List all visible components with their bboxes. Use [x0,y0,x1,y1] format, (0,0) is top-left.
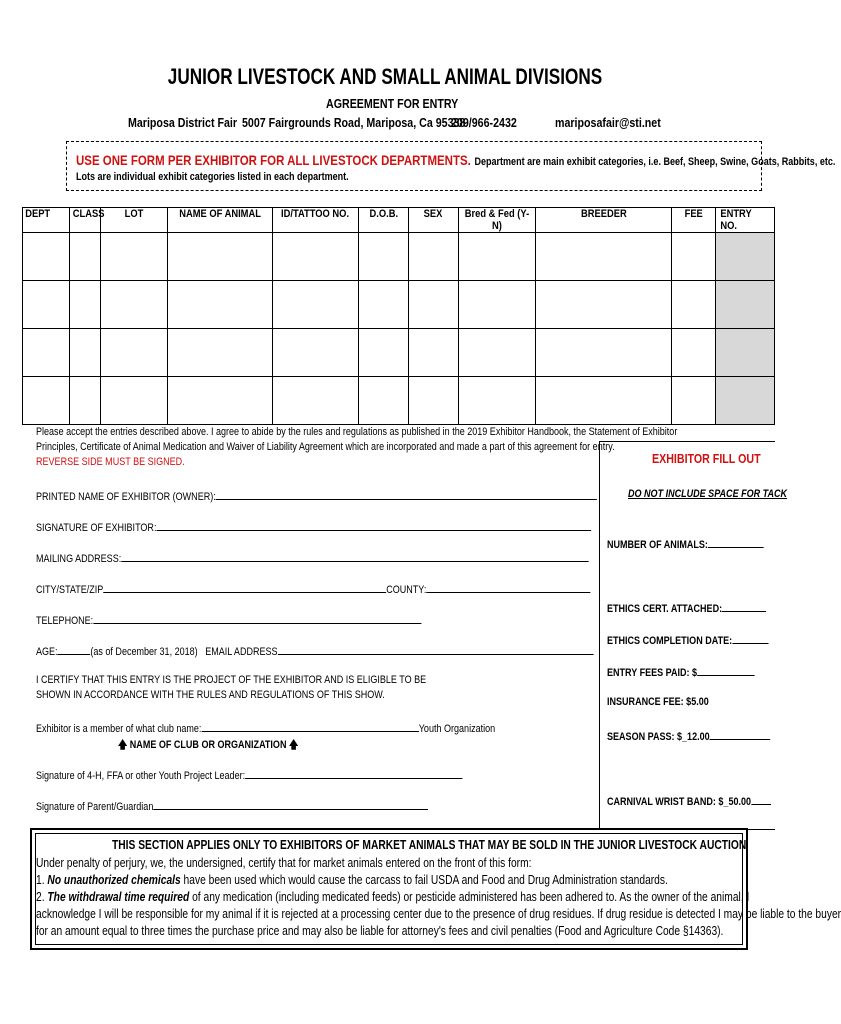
sidebar-note: DO NOT INCLUDE SPACE FOR TACK [628,488,788,500]
telephone-field[interactable] [36,612,421,627]
parent-signature-line[interactable] [153,798,428,810]
table-header-row [23,208,775,233]
cell-id[interactable] [273,377,359,425]
cell-dept[interactable] [23,377,70,425]
auction-item-2 [36,890,749,904]
col-fee: FEE [672,208,716,233]
leader-signature-field[interactable] [36,767,462,782]
col-sex: SEX [409,208,459,233]
cell-bred-fed[interactable] [459,329,536,377]
cell-dept[interactable] [23,281,70,329]
fair-email: mariposafair@sti.net [555,115,661,130]
telephone-label: TELEPHONE: [36,615,94,627]
cell-bred-fed[interactable] [459,233,536,281]
mailing-address-field[interactable] [36,550,589,565]
col-dept: DEPT [23,208,70,233]
club-caption [118,736,298,755]
auction-item-1 [36,873,668,887]
arrow-up-icon: 🡅 [288,739,299,751]
cell-sex[interactable] [409,233,459,281]
item-1-number: 1. [36,873,45,887]
entry-table [22,207,775,425]
cell-dob[interactable] [359,281,409,329]
city-line[interactable] [103,581,386,593]
email-label: EMAIL ADDRESS [205,646,278,658]
item-2-number: 2. [36,890,45,904]
wrist-band-value: 50.00 [728,796,752,808]
mailing-address-label: MAILING ADDRESS: [36,553,122,565]
auction-heading: THIS SECTION APPLIES ONLY TO EXHIBITORS OF MARKET ANIMALS THAT MAY BE SOLD IN THE JUNIOR LIVESTOCK AUCTION [112,838,747,852]
wrist-band-label: CARNIVAL WRIST BAND: $ [607,796,724,808]
item-2-bold: The withdrawal time required [47,890,190,904]
item-1-text: have been used which would cause the carcass to fail USDA and Food and Drug Administration standards. [183,873,668,887]
email-line[interactable] [278,643,594,655]
leader-signature-line[interactable] [245,767,462,779]
age-email-field[interactable] [36,643,593,658]
cell-dept[interactable] [23,233,70,281]
item-2-text: of any medication (including medicated feeds) or pesticide administered has been adhered to. As the owner of the animal, I [192,890,750,904]
printed-name-field[interactable] [36,488,597,503]
cell-name[interactable] [168,377,273,425]
agreement-line-2: Principles, Certificate of Animal Medication and Waiver of Liability Agreement which are incorporated and made a part of this agreement for entry. [36,441,615,453]
cell-breeder[interactable] [536,329,672,377]
entry-fees-field[interactable] [607,664,754,679]
certify-line-2: SHOWN IN ACCORDANCE WITH THE RULES AND REGULATIONS OF THIS SHOW. [36,689,385,701]
form-title: JUNIOR LIVESTOCK AND SMALL ANIMAL DIVISIONS [167,64,603,89]
leader-signature-label: Signature of 4-H, FFA or other Youth Project Leader: [36,770,246,782]
club-label: Exhibitor is a member of what club name: [36,723,202,735]
cell-class[interactable] [70,281,101,329]
cell-id[interactable] [273,329,359,377]
cell-name[interactable] [168,281,273,329]
cell-bred-fed[interactable] [459,377,536,425]
club-line[interactable] [201,720,418,732]
cell-sex[interactable] [409,281,459,329]
cell-name[interactable] [168,233,273,281]
cell-dob[interactable] [359,233,409,281]
entry-fees-label: ENTRY FEES PAID: $ [607,667,698,679]
cell-lot[interactable] [101,377,168,425]
county-line[interactable] [426,581,590,593]
club-caption-text: NAME OF CLUB OR ORGANIZATION [129,739,287,751]
cell-breeder[interactable] [536,233,672,281]
city-state-zip-field[interactable] [36,581,590,596]
col-lot: LOT [101,208,168,233]
table-row [23,329,775,377]
ethics-date-line[interactable] [732,632,768,644]
certify-line-1: I CERTIFY THAT THIS ENTRY IS THE PROJECT OF THE EXHIBITOR AND IS ELIGIBLE TO BE [36,674,427,686]
club-field[interactable] [36,720,495,735]
season-pass-value: 12.00 [687,731,710,743]
col-class: CLASS [70,208,101,233]
cell-id[interactable] [273,281,359,329]
notice-departments: Department are main exhibit categories, i.e. Beef, Sheep, Swine, Goats, Rabbits, etc. [474,156,836,168]
table-row [23,281,775,329]
notice-headline: USE ONE FORM PER EXHIBITOR FOR ALL LIVESTOCK DEPARTMENTS. [76,152,471,168]
notice-line-1 [76,152,835,170]
auction-item-2-line-3: for an amount equal to three times the purchase price and may also be liable for attorney's fees and civil penalties (Food and Agriculture Code §14363). [36,924,724,938]
col-dob: D.O.B. [359,208,409,233]
cell-name[interactable] [168,329,273,377]
ethics-date-field[interactable] [607,632,768,647]
wrist-band-line[interactable] [751,793,771,805]
auction-item-2-line-2: acknowledge I will be responsible for my animal if it is rejected at a processing center due to the presence of drug residues. If drug residue is detected I may be liable to the buyer [36,907,841,921]
cell-fee[interactable] [672,377,716,425]
fair-phone: 209/966-2432 [451,115,517,130]
cell-class[interactable] [70,377,101,425]
table-row [23,233,775,281]
printed-name-line[interactable] [216,488,597,500]
cell-fee[interactable] [672,281,716,329]
signature-label: SIGNATURE OF EXHIBITOR: [36,522,157,534]
cell-bred-fed[interactable] [459,281,536,329]
arrow-up-icon: 🡅 [118,739,128,751]
cell-lot[interactable] [101,281,168,329]
age-note: (as of December 31, 2018) [90,646,198,658]
cell-breeder[interactable] [536,281,672,329]
col-name-of-animal: NAME OF ANIMAL [168,208,273,233]
city-label: CITY/STATE/ZIP [36,584,104,596]
signature-field[interactable] [36,519,591,534]
form-subtitle: AGREEMENT FOR ENTRY [326,96,459,111]
fair-name: Mariposa District Fair [128,115,238,130]
mailing-address-line[interactable] [121,550,588,562]
notice-lots: Lots are individual exhibit categories listed in each department. [76,171,349,183]
youth-org-label: Youth Organization [418,723,496,735]
sidebar-title: EXHIBITOR FILL OUT [652,451,761,466]
ethics-cert-field[interactable] [607,600,766,615]
num-animals-field[interactable] [607,536,764,551]
cell-id[interactable] [273,233,359,281]
age-label: AGE: [36,646,58,658]
col-bred-fed: Bred & Fed (Y-N) [459,208,536,233]
cell-class[interactable] [70,329,101,377]
cell-fee[interactable] [672,329,716,377]
cell-entry-no [716,233,775,281]
cell-class[interactable] [70,233,101,281]
signature-line[interactable] [156,519,591,531]
agreement-line-1: Please accept the entries described above. I agree to abide by the rules and regulations as published in the 2019 Exhibitor Handbook, the Statement of Exhibitor [36,426,678,438]
auction-intro: Under penalty of perjury, we, the undersigned, certify that for market animals entered on the front of this form: [36,856,532,870]
item-1-bold: No unauthorized chemicals [47,873,181,887]
season-pass-field[interactable]: SEASON PASS: $_12.00 [607,728,770,743]
ethics-date-label: ETHICS COMPLETION DATE: [607,635,733,647]
num-animals-label: NUMBER OF ANIMALS: [607,539,708,551]
cell-entry-no [716,281,775,329]
age-line[interactable] [58,643,91,655]
cell-lot[interactable] [101,329,168,377]
cell-dob[interactable] [359,377,409,425]
col-entry-no: ENTRY NO. [716,208,775,233]
cell-breeder[interactable] [536,377,672,425]
cell-sex[interactable] [409,377,459,425]
county-label: COUNTY: [386,584,427,596]
reverse-side-note: REVERSE SIDE MUST BE SIGNED. [36,456,185,468]
entry-fees-line[interactable] [697,664,754,676]
cell-entry-no [716,377,775,425]
wrist-band-field[interactable]: CARNIVAL WRIST BAND: $_50.00 [607,793,771,808]
parent-signature-label: Signature of Parent/Guardian [36,801,154,813]
fair-address: 5007 Fairgrounds Road, Mariposa, Ca 95338 [242,115,466,130]
col-breeder: BREEDER [536,208,672,233]
cell-dept[interactable] [23,329,70,377]
cell-fee[interactable] [672,233,716,281]
season-pass-label: SEASON PASS: $ [607,731,683,743]
cell-sex[interactable] [409,329,459,377]
num-animals-line[interactable] [708,536,764,548]
printed-name-label: PRINTED NAME OF EXHIBITOR (OWNER): [36,491,216,503]
ethics-cert-line[interactable] [722,600,766,612]
cell-entry-no [716,329,775,377]
insurance-fee: INSURANCE FEE: $5.00 [607,696,709,708]
cell-lot[interactable] [101,233,168,281]
col-id-tattoo: ID/TATTOO NO. [273,208,359,233]
telephone-line[interactable] [93,612,421,624]
ethics-cert-label: ETHICS CERT. ATTACHED: [607,603,723,615]
season-pass-line[interactable] [710,728,771,740]
table-row [23,377,775,425]
parent-signature-field[interactable] [36,798,428,813]
cell-dob[interactable] [359,329,409,377]
